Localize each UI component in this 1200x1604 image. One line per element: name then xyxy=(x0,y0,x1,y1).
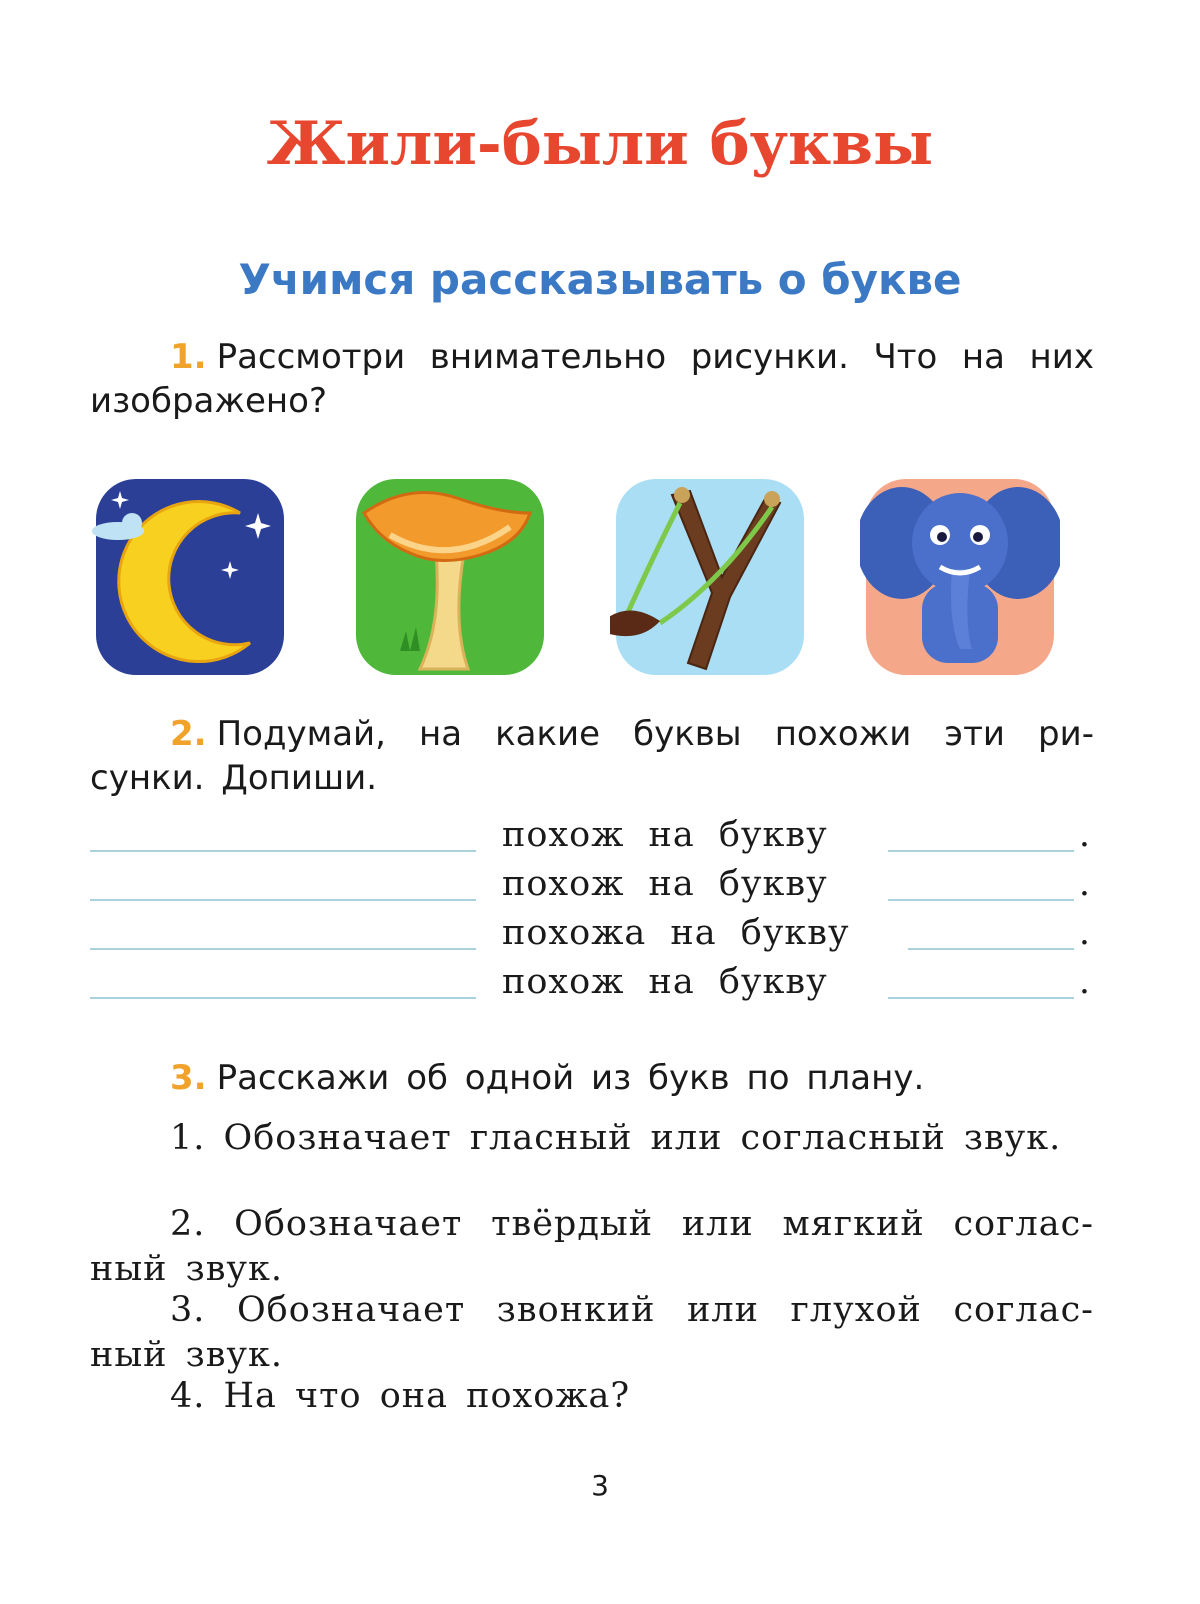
answer-period-2: . xyxy=(1078,864,1090,904)
answer-phrase-4: похож на букву xyxy=(502,962,828,1002)
answer-blank-letter-3[interactable] xyxy=(908,948,1074,950)
answer-row-4 xyxy=(90,959,1100,1009)
task-3-number: 3. xyxy=(170,1058,207,1098)
answer-period-3: . xyxy=(1078,913,1090,953)
answer-row-3 xyxy=(90,910,1100,960)
plan-item-2: 2. Обозначает твёрдый или мягкий соглас-ный звук. xyxy=(90,1204,1094,1289)
mushroom-picture xyxy=(350,473,550,681)
moon-picture xyxy=(90,473,290,681)
answer-period-4: . xyxy=(1078,962,1090,1002)
plan-item-4: 4. На что она похожа? xyxy=(170,1376,631,1416)
plan-item-3: 3. Обозначает звонкий или глухой соглас-ный звук. xyxy=(90,1290,1094,1375)
letter-pictures xyxy=(0,473,1200,681)
elephant-picture xyxy=(860,473,1060,681)
task-3-text: Расскажи об одной из букв по плану. xyxy=(216,1058,925,1098)
answer-blank-letter-2[interactable] xyxy=(888,899,1074,901)
plan-item-1: 1. Обозначает гласный или согласный звук. xyxy=(170,1118,1062,1158)
task-2-number: 2. xyxy=(170,714,207,754)
answer-blank-object-4[interactable] xyxy=(90,997,476,999)
page-title: Жили-были буквы xyxy=(266,109,934,179)
answer-row-1 xyxy=(90,812,1100,862)
moon-icon xyxy=(90,473,290,681)
answer-period-1: . xyxy=(1078,815,1090,855)
answer-blank-object-3[interactable] xyxy=(90,948,476,950)
answer-row-2 xyxy=(90,861,1100,911)
elephant-icon xyxy=(860,473,1060,681)
answer-blank-letter-1[interactable] xyxy=(888,850,1074,852)
task-2-text: Подумай, на какие буквы похожи эти ри-сунки. Допиши. xyxy=(90,714,1094,798)
answer-blank-object-2[interactable] xyxy=(90,899,476,901)
answer-phrase-1: похож на букву xyxy=(502,815,828,855)
task-3 xyxy=(90,1056,1094,1100)
section-subtitle: Учимся рассказывать о букве xyxy=(238,255,962,304)
answer-phrase-2: похож на букву xyxy=(502,864,828,904)
page-number: 3 xyxy=(591,1469,609,1502)
slingshot-picture xyxy=(610,473,810,681)
task-1-text: Рассмотри внимательно рисунки. Что на них изображено? xyxy=(90,337,1094,421)
answer-phrase-3: похожа на букву xyxy=(502,913,850,953)
answer-blank-letter-4[interactable] xyxy=(888,997,1074,999)
task-1 xyxy=(90,335,1094,423)
answer-blank-object-1[interactable] xyxy=(90,850,476,852)
task-2 xyxy=(90,712,1094,800)
mushroom-icon xyxy=(350,473,550,681)
task-1-number: 1. xyxy=(170,337,207,377)
slingshot-icon xyxy=(610,473,810,681)
